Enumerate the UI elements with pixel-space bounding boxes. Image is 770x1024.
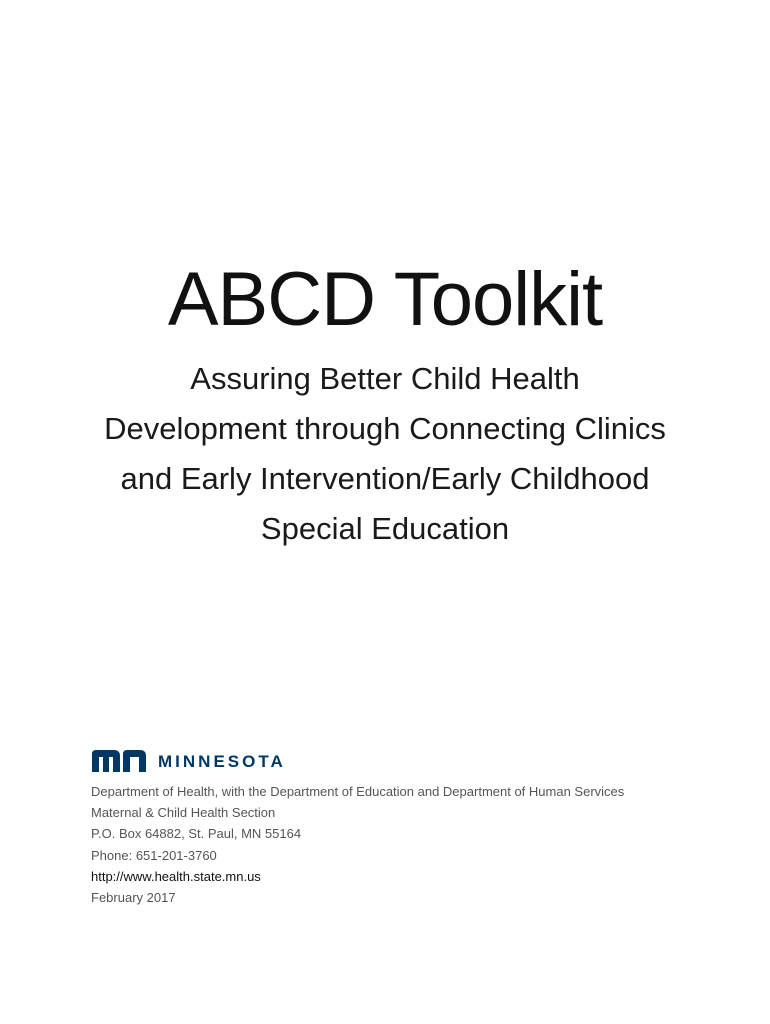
subtitle-line: Special Education (260, 511, 510, 546)
minnesota-wordmark: MINNESOTA (158, 752, 286, 771)
section-line: Maternal & Child Health Section (91, 805, 276, 821)
department-line: Department of Health, with the Department of Education and Department of Human Services (91, 784, 625, 799)
subtitle-line: Assuring Better Child Health (190, 361, 580, 396)
phone-line: Phone: 651-201-3760 (91, 847, 217, 863)
address-line: P.O. Box 64882, St. Paul, MN 55164 (91, 826, 302, 842)
website-link[interactable]: http://www.health.state.mn.us (91, 868, 261, 884)
minnesota-logo (92, 746, 286, 774)
document-subtitle (60, 354, 710, 554)
date-line: February 2017 (91, 890, 176, 906)
document-title: ABCD Toolkit (167, 257, 603, 342)
subtitle-line: and Early Intervention/Early Childhood (120, 461, 650, 496)
contact-block (91, 781, 624, 908)
minnesota-mn-logo-icon (92, 748, 148, 772)
subtitle-line: Development through Connecting Clinics (104, 411, 666, 446)
